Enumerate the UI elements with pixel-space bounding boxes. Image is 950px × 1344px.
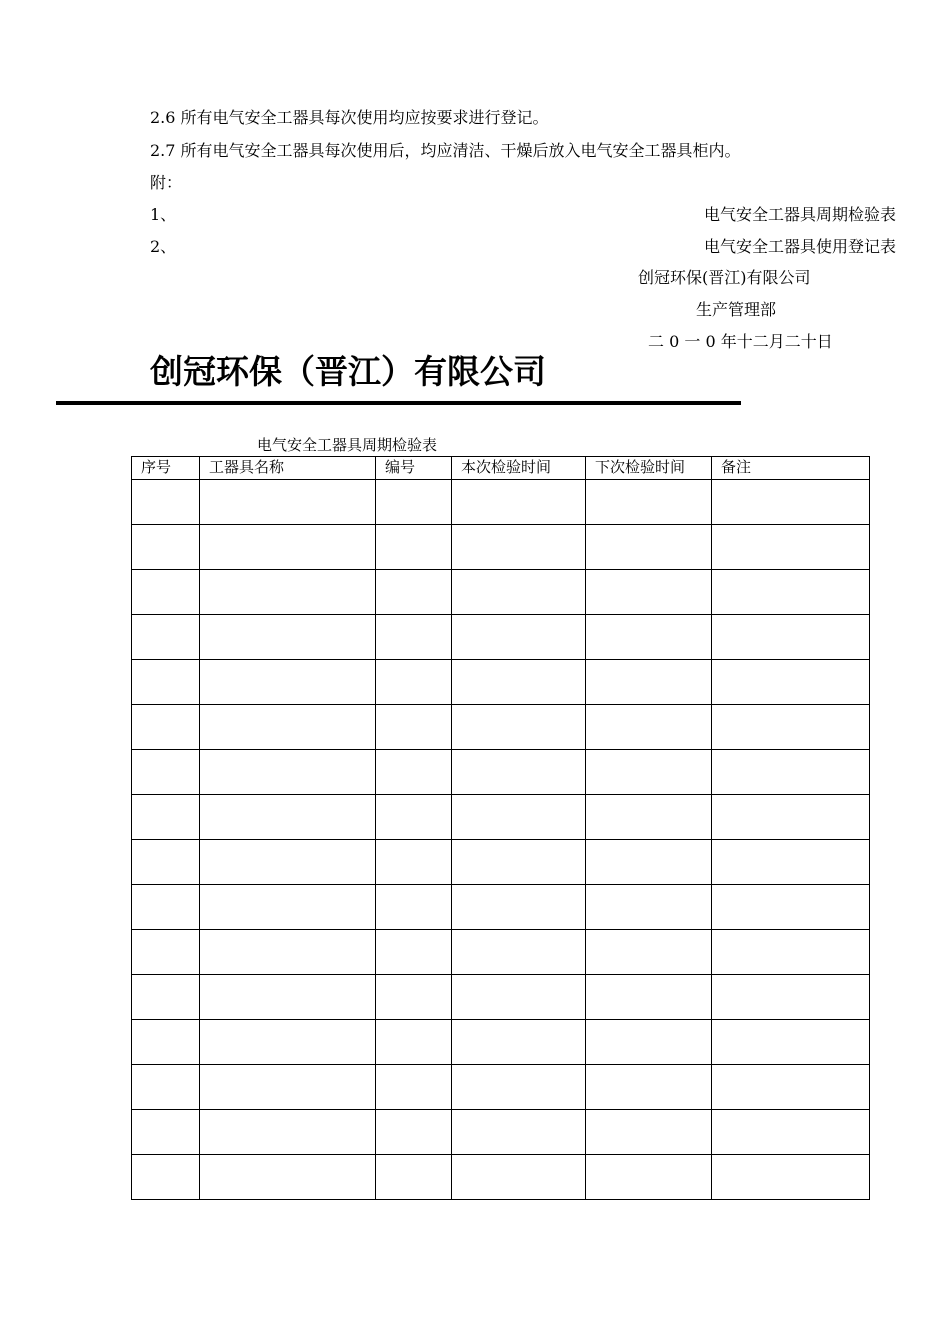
table-cell — [132, 660, 200, 705]
table-cell — [376, 1065, 452, 1110]
table-cell — [376, 660, 452, 705]
header-next-inspection-time: 下次检验时间 — [586, 457, 712, 480]
table-cell — [376, 930, 452, 975]
table-cell — [586, 1155, 712, 1200]
table-cell — [712, 660, 870, 705]
table-row — [132, 840, 870, 885]
table-cell — [712, 750, 870, 795]
table-cell — [376, 525, 452, 570]
table-cell — [586, 975, 712, 1020]
table-row — [132, 660, 870, 705]
table-cell — [132, 975, 200, 1020]
table-cell — [452, 930, 586, 975]
table-cell — [712, 930, 870, 975]
table-cell — [132, 795, 200, 840]
table-row — [132, 570, 870, 615]
signature-company: 创冠环保(晋江)有限公司 — [638, 268, 811, 287]
table-cell — [712, 615, 870, 660]
table-cell — [452, 1065, 586, 1110]
header-serial-number: 序号 — [132, 457, 200, 480]
table-cell — [712, 1110, 870, 1155]
table-cell — [586, 840, 712, 885]
table-cell — [376, 840, 452, 885]
table-cell — [586, 750, 712, 795]
table-cell — [132, 1110, 200, 1155]
header-remarks: 备注 — [712, 457, 870, 480]
table-cell — [452, 660, 586, 705]
table-row — [132, 480, 870, 525]
table-cell — [132, 615, 200, 660]
table-cell — [452, 975, 586, 1020]
header-code: 编号 — [376, 457, 452, 480]
table-cell — [452, 1110, 586, 1155]
table-cell — [200, 570, 376, 615]
table-cell — [132, 1020, 200, 1065]
table-row — [132, 1155, 870, 1200]
table-cell — [712, 1155, 870, 1200]
table-row — [132, 795, 870, 840]
header-tool-name: 工器具名称 — [200, 457, 376, 480]
header-rule — [56, 401, 741, 405]
table-cell — [712, 795, 870, 840]
table-cell — [132, 480, 200, 525]
table-cell — [132, 1065, 200, 1110]
appendix-item-1-number: 1、 — [150, 205, 177, 224]
table-body — [132, 480, 870, 1200]
table-row — [132, 750, 870, 795]
table-header-row — [132, 457, 870, 480]
signature-department: 生产管理部 — [696, 300, 777, 319]
table-cell — [712, 885, 870, 930]
table-cell — [200, 1110, 376, 1155]
company-title: 创冠环保（晋江）有限公司 — [150, 352, 546, 391]
table-cell — [132, 885, 200, 930]
table-cell — [376, 615, 452, 660]
table-cell — [200, 1065, 376, 1110]
table-cell — [452, 525, 586, 570]
table-row — [132, 1110, 870, 1155]
table-row — [132, 525, 870, 570]
table-cell — [376, 1020, 452, 1065]
table-cell — [376, 1155, 452, 1200]
table-cell — [712, 705, 870, 750]
table-cell — [452, 615, 586, 660]
header-this-inspection-time: 本次检验时间 — [452, 457, 586, 480]
table-cell — [712, 840, 870, 885]
table-cell — [132, 705, 200, 750]
paragraph-2-6: 2.6 所有电气安全工器具每次使用均应按要求进行登记。 — [150, 108, 549, 127]
appendix-item-2-title: 电气安全工器具使用登记表 — [703, 237, 896, 256]
table-cell — [712, 1065, 870, 1110]
table-cell — [200, 930, 376, 975]
table-cell — [586, 615, 712, 660]
table-row — [132, 1065, 870, 1110]
paragraph-2-7: 2.7 所有电气安全工器具每次使用后，均应清洁、干燥后放入电气安全工器具柜内。 — [150, 141, 741, 160]
table-cell — [200, 975, 376, 1020]
table-cell — [376, 795, 452, 840]
table-cell — [712, 1020, 870, 1065]
table-cell — [132, 570, 200, 615]
table-caption: 电气安全工器具周期检验表 — [257, 436, 438, 454]
table-cell — [200, 705, 376, 750]
table-cell — [452, 705, 586, 750]
table-cell — [132, 750, 200, 795]
table-row — [132, 1020, 870, 1065]
table-cell — [376, 885, 452, 930]
table-cell — [376, 975, 452, 1020]
table-cell — [586, 1065, 712, 1110]
table-cell — [586, 480, 712, 525]
table-cell — [712, 975, 870, 1020]
table-cell — [586, 525, 712, 570]
table-row — [132, 705, 870, 750]
appendix-item-1-title: 电气安全工器具周期检验表 — [703, 205, 896, 224]
table-cell — [200, 885, 376, 930]
table-cell — [200, 1155, 376, 1200]
signature-date: 二 0 一 0 年十二月二十日 — [648, 332, 833, 351]
table-cell — [452, 885, 586, 930]
table-row — [132, 885, 870, 930]
table-cell — [132, 930, 200, 975]
table-cell — [452, 840, 586, 885]
table-cell — [200, 525, 376, 570]
table-cell — [452, 1155, 586, 1200]
table-cell — [132, 525, 200, 570]
table-cell — [200, 840, 376, 885]
table-cell — [200, 795, 376, 840]
table-cell — [586, 1020, 712, 1065]
table-cell — [376, 750, 452, 795]
table-row — [132, 930, 870, 975]
table-cell — [376, 480, 452, 525]
table-cell — [712, 525, 870, 570]
table-cell — [200, 660, 376, 705]
table-cell — [586, 885, 712, 930]
table-cell — [376, 705, 452, 750]
table-cell — [586, 1110, 712, 1155]
table-row — [132, 615, 870, 660]
inspection-table — [131, 456, 870, 1200]
table-cell — [452, 1020, 586, 1065]
table-cell — [452, 480, 586, 525]
table-cell — [132, 840, 200, 885]
table-cell — [586, 570, 712, 615]
table-cell — [132, 1155, 200, 1200]
table-cell — [452, 795, 586, 840]
table-cell — [586, 660, 712, 705]
table-cell — [376, 570, 452, 615]
table-cell — [586, 705, 712, 750]
table-cell — [452, 570, 586, 615]
table-cell — [712, 570, 870, 615]
table-cell — [200, 480, 376, 525]
table-row — [132, 975, 870, 1020]
table-cell — [586, 930, 712, 975]
table-cell — [200, 1020, 376, 1065]
appendix-item-2-number: 2、 — [150, 237, 177, 256]
table-cell — [452, 750, 586, 795]
table-cell — [586, 795, 712, 840]
table-cell — [712, 480, 870, 525]
appendix-label: 附： — [150, 173, 183, 192]
table-cell — [200, 750, 376, 795]
table-cell — [200, 615, 376, 660]
table-cell — [376, 1110, 452, 1155]
